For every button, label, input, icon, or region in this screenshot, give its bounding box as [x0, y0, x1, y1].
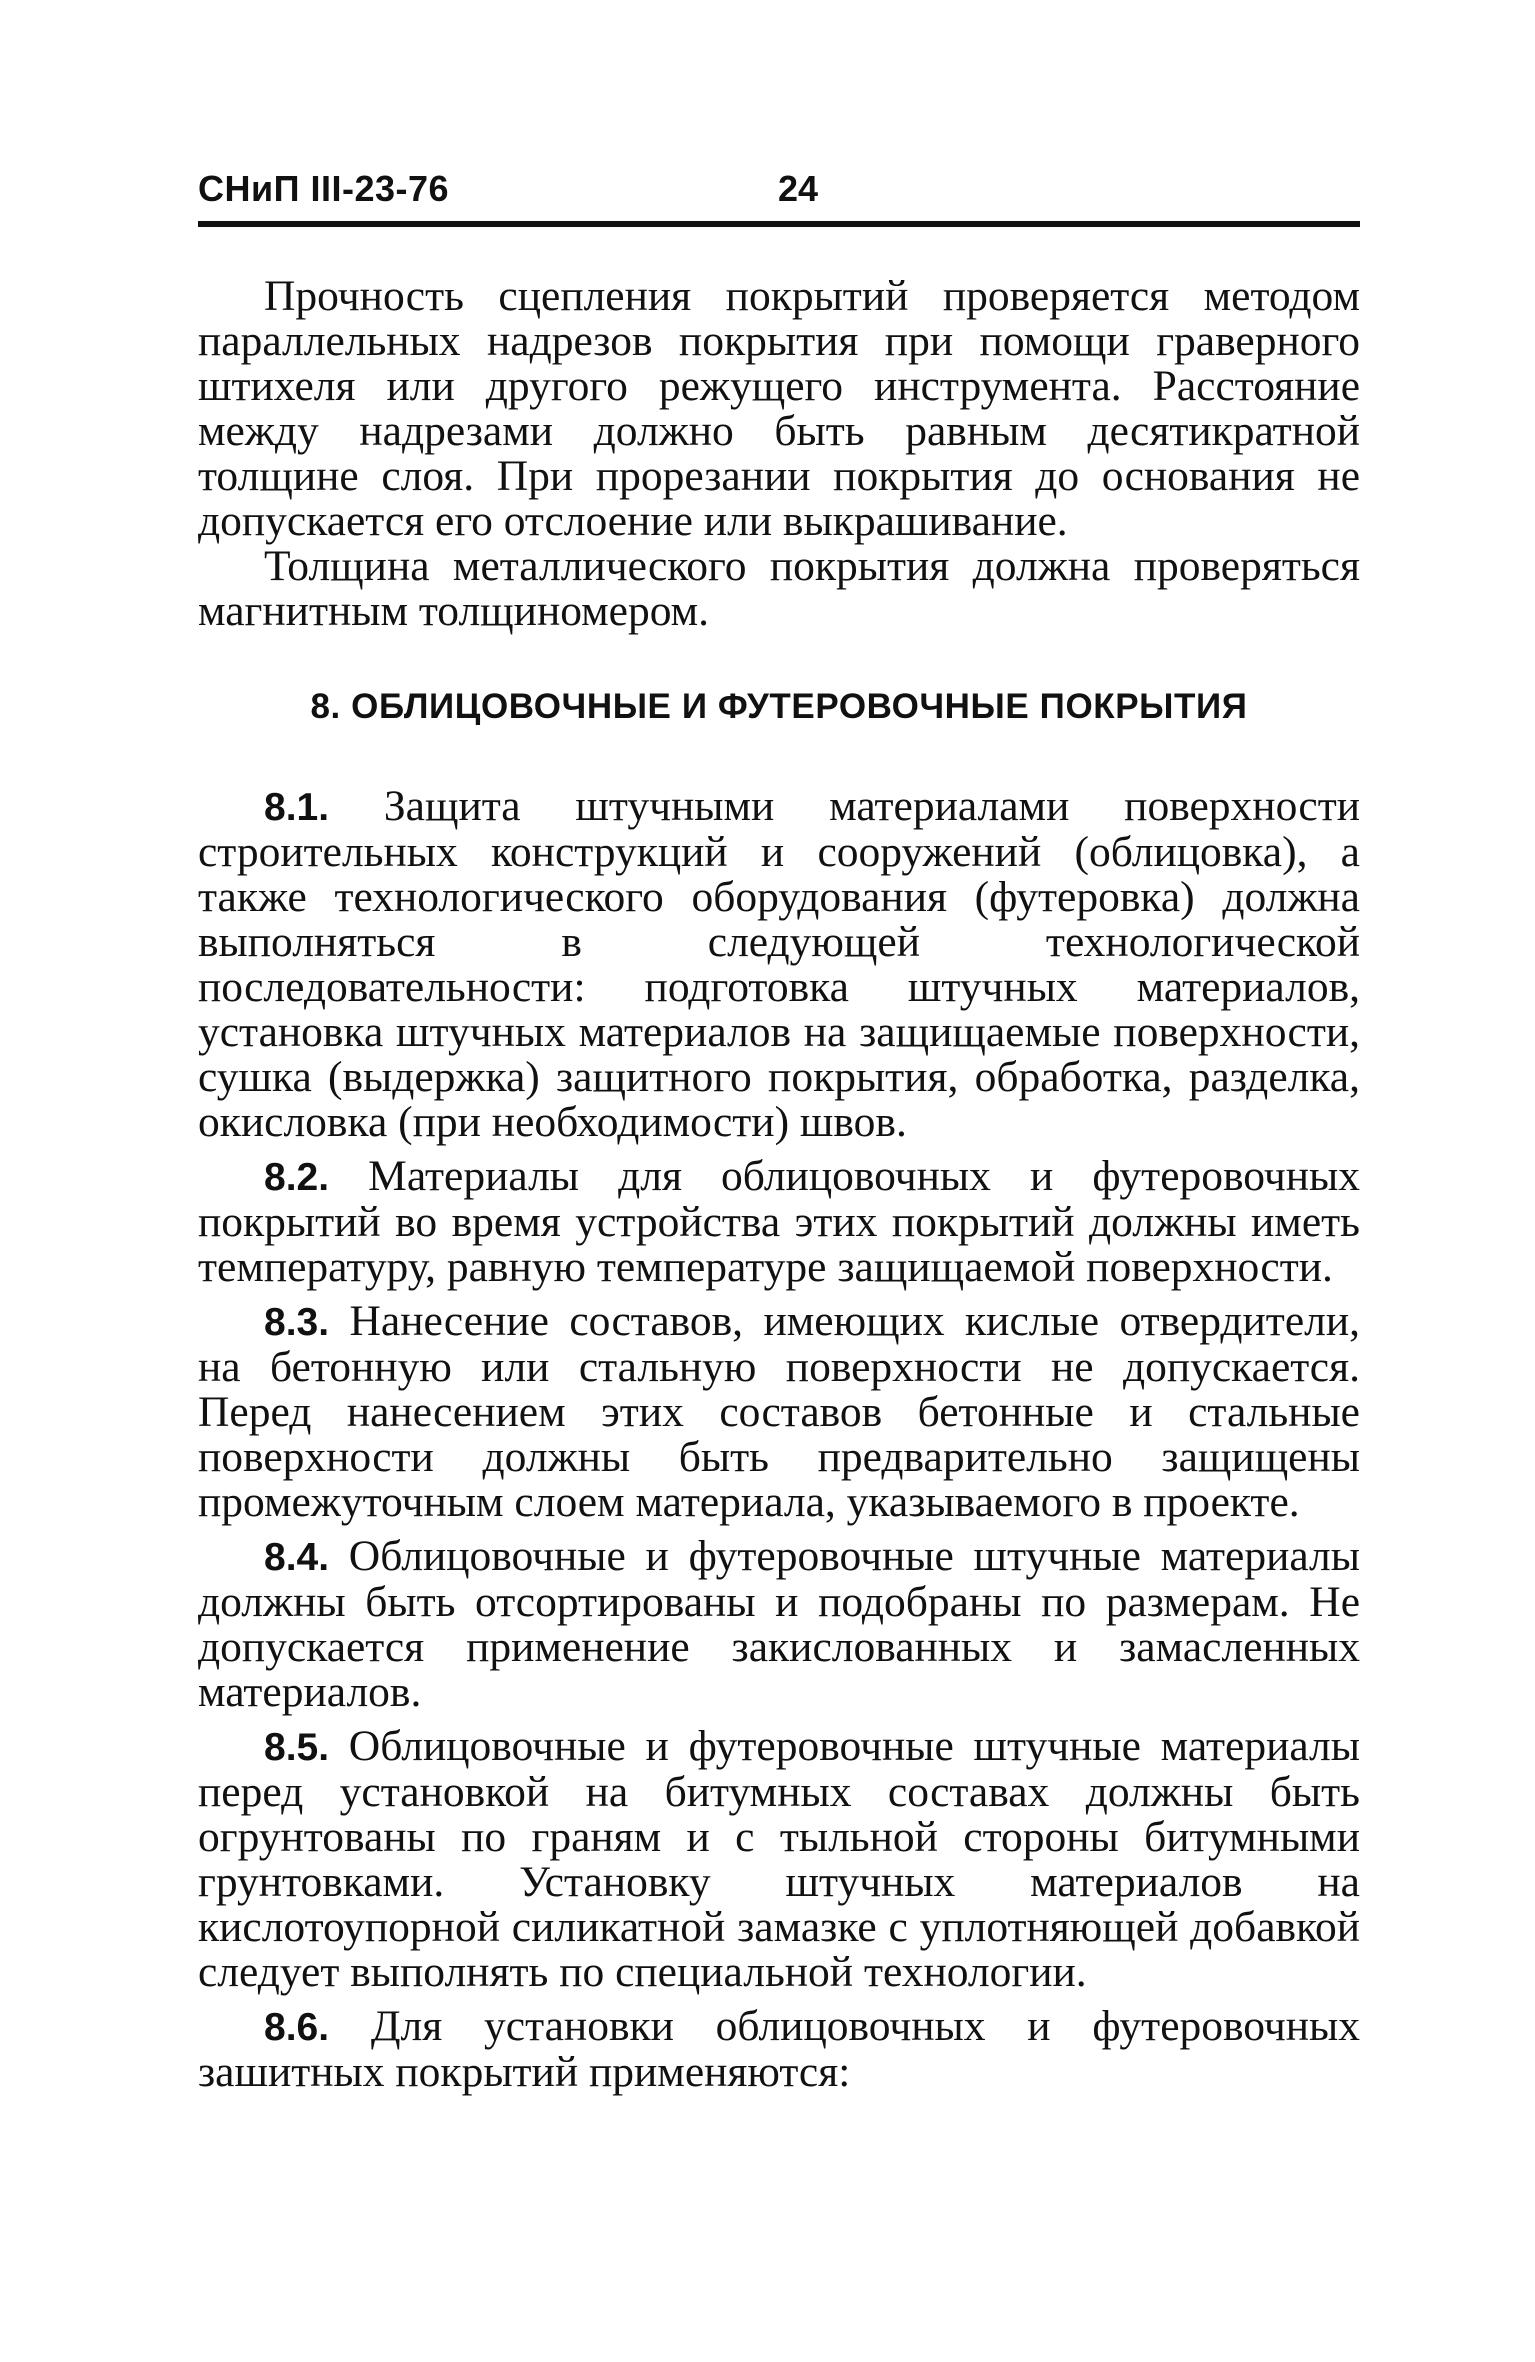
- document-code: СНиП III-23-76: [198, 168, 450, 209]
- paragraph-thickness-check: Толщина металлического покрытия должна проверяться магнитным толщиномером.: [198, 542, 1360, 635]
- clause-8-2: [198, 1154, 1360, 1290]
- clause-number: 8.4.: [264, 1536, 330, 1579]
- clause-8-4: [198, 1534, 1360, 1715]
- clause-text: Для установки облицовочных и футеровочных зашитных покрытий применяются:: [198, 2002, 1360, 2096]
- clause-number: 8.5.: [264, 1726, 330, 1769]
- section-title: 8. ОБЛИЦОВОЧНЫЕ И ФУТЕРОВОЧНЫЕ ПОКРЫТИЯ: [310, 687, 1248, 726]
- clause-number: 8.1.: [264, 786, 330, 829]
- clause-number: 8.2.: [264, 1156, 330, 1199]
- paragraph-adhesion-test: Прочность сцепления покрытий проверяется методом параллельных надрезов покрытия при помощи граверного штихеля или другого режущего инструмента. Расстояние между надрезами должно быть равным десятикратной толщине слоя. При прорезании покрытия до основания не допускается его отслоение или выкрашивание.: [198, 272, 1360, 545]
- page-number: 24: [778, 168, 819, 209]
- clause-number: 8.6.: [264, 2006, 330, 2049]
- clause-8-6: [198, 2004, 1360, 2095]
- clause-8-3: [198, 1299, 1360, 1525]
- clause-text: Защита штучными материалами поверхности строительных конструкций и сооружений (облицовка), а также технологического оборудования (футеровка) должна выполняться в следующей технологической последовательности: подготовка штучных материалов, установка штучных материалов на защищаемые поверхности, сушка (выдержка) защитного покрытия, обработка, разделка, окисловка (при необходимости) швов.: [198, 782, 1360, 1146]
- clause-text: Облицовочные и футеровочные штучные материалы перед установкой на битумных составах должны быть огрунтованы по граням и с тыльной стороны битумными грунтовками. Установку штучных материалов на кислотоупорной силикатной замазке с уплотняющей добавкой следует выполнять по специальной технологии.: [198, 1722, 1360, 1996]
- document-body: [198, 274, 1360, 2104]
- page-header: [198, 168, 1358, 218]
- clause-8-1: [198, 784, 1360, 1145]
- clause-8-5: [198, 1724, 1360, 1995]
- clause-text: Облицовочные и футеровочные штучные материалы должны быть отсортированы и подобраны по размерам. Не допускается применение закислованных и замасленных материалов.: [198, 1532, 1360, 1716]
- clause-text: Материалы для облицовочных и футеровочных покрытий во время устройства этих покрытий должны иметь температуру, равную температуре защищаемой поверхности.: [198, 1152, 1361, 1291]
- header-divider: [198, 221, 1360, 227]
- clause-number: 8.3.: [264, 1301, 330, 1344]
- clause-text: Нанесение составов, имеющих кислые отвердители, на бетонную или стальную поверхности не допускается. Перед нанесением этих составов бетонные и стальные поверхности должны быть предварительно защищены промежуточным слоем материала, указываемого в проекте.: [198, 1297, 1360, 1526]
